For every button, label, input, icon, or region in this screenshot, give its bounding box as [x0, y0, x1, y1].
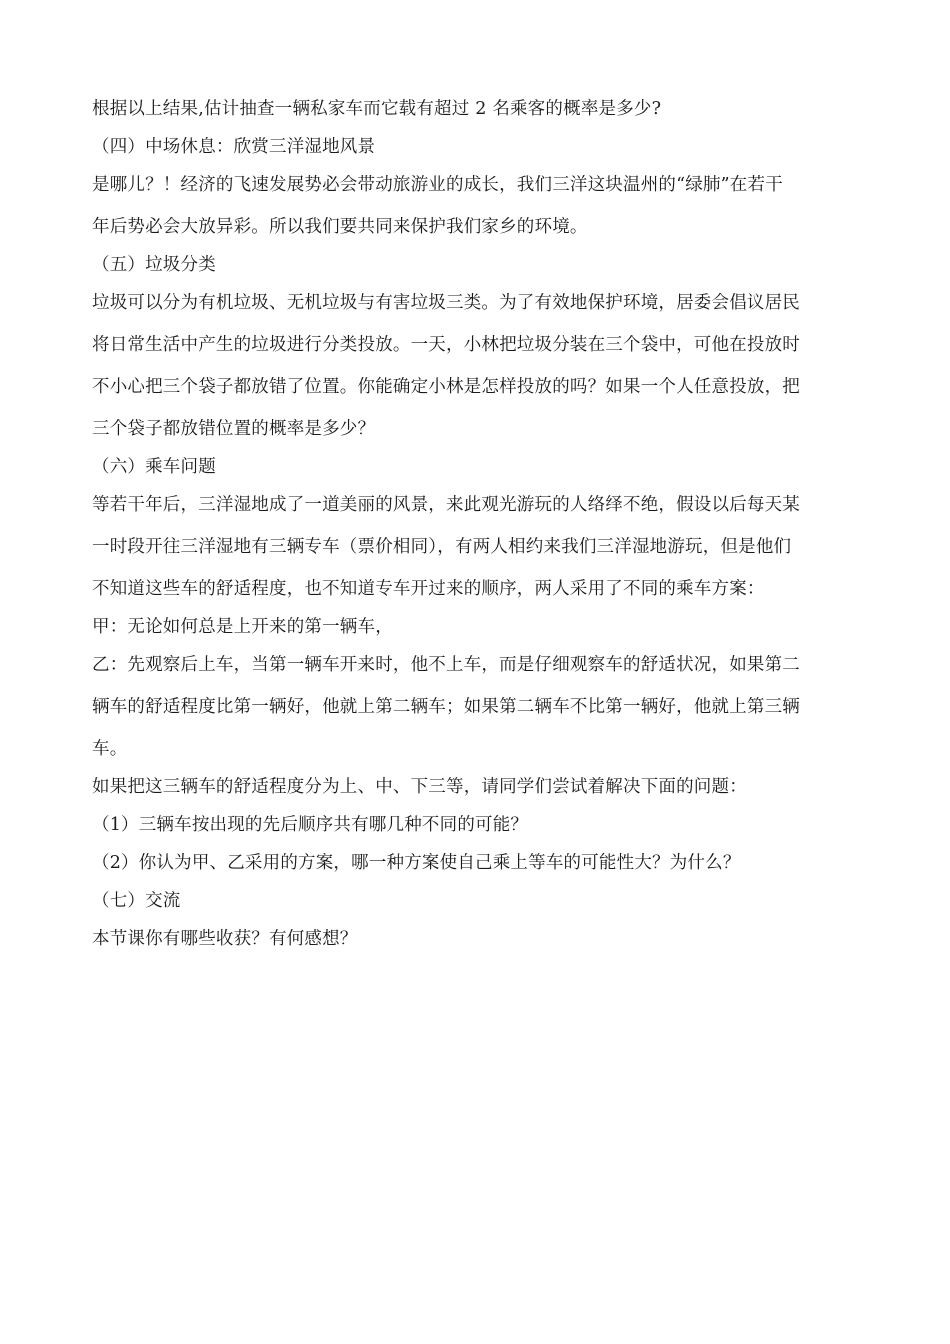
text-line: 一时段开往三洋湿地有三辆专车（票价相同），有两人相约来我们三洋湿地游玩，但是他们 — [92, 537, 792, 557]
paragraph-plan-a — [92, 614, 862, 640]
paragraph-garbage — [92, 290, 862, 442]
text-line: 如果把这三辆车的舒适程度分为上、中、下三等，请同学们尝试着解决下面的问题： — [92, 777, 747, 797]
document-page — [92, 96, 862, 952]
paragraph-bus-problem — [92, 492, 862, 602]
text-line: 辆车的舒适程度比第一辆好，他就上第二辆车；如果第二辆车不比第一辆好，他就上第三辆 — [92, 697, 800, 717]
paragraph-comfort-levels — [92, 774, 862, 800]
text-line: 甲：无论如何总是上开来的第一辆车， — [92, 617, 393, 637]
question-1 — [92, 812, 862, 838]
heading-line: （四）中场休息：欣赏三洋湿地风景 — [92, 137, 376, 157]
text-line: 三个袋子都放错位置的概率是多少？ — [92, 419, 376, 439]
text-line: 垃圾可以分为有机垃圾、无机垃圾与有害垃圾三类。为了有效地保护环境，居委会倡议居民 — [92, 293, 800, 313]
question-2 — [92, 850, 862, 876]
text-line: 根据以上结果,估计抽查一辆私家车而它载有超过 2 名乘客的概率是多少? — [92, 99, 662, 119]
section-heading-4 — [92, 134, 862, 160]
text-line: 不小心把三个袋子都放错了位置。你能确定小林是怎样投放的吗？如果一个人任意投放，把 — [92, 377, 800, 397]
section-heading-7 — [92, 888, 862, 914]
paragraph-wetland — [92, 172, 862, 240]
question-line: （2）你认为甲、乙采用的方案，哪一种方案使自己乘上等车的可能性大？为什么？ — [92, 853, 741, 873]
text-line: 不知道这些车的舒适程度，也不知道专车开过来的顺序，两人采用了不同的乘车方案： — [92, 579, 765, 599]
section-heading-6 — [92, 454, 862, 480]
text-line: 乙：先观察后上车，当第一辆车开来时，他不上车，而是仔细观察车的舒适状况，如果第二 — [92, 655, 800, 675]
paragraph-plan-b — [92, 652, 862, 762]
heading-line: （五）垃圾分类 — [92, 255, 216, 275]
text-line: 车。 — [92, 739, 128, 759]
question-line: （1）三辆车按出现的先后顺序共有哪几种不同的可能？ — [92, 815, 529, 835]
text-line: 将日常生活中产生的垃圾进行分类投放。一天，小林把垃圾分装在三个袋中，可他在投放时 — [92, 335, 800, 355]
text-line: 等若干年后，三洋湿地成了一道美丽的风景，来此观光游玩的人络绎不绝，假设以后每天某 — [92, 495, 800, 515]
heading-line: （六）乘车问题 — [92, 457, 216, 477]
paragraph-reflection — [92, 926, 862, 952]
paragraph-estimate-question — [92, 96, 862, 122]
section-heading-5 — [92, 252, 862, 278]
text-line: 本节课你有哪些收获？有何感想？ — [92, 929, 358, 949]
heading-line: （七）交流 — [92, 891, 181, 911]
text-line: 是哪儿？！经济的飞速发展势必会带动旅游业的成长，我们三洋这块温州的“绿肺”在若干 — [92, 175, 783, 195]
text-line: 年后势必会大放异彩。所以我们要共同来保护我们家乡的环境。 — [92, 217, 588, 237]
